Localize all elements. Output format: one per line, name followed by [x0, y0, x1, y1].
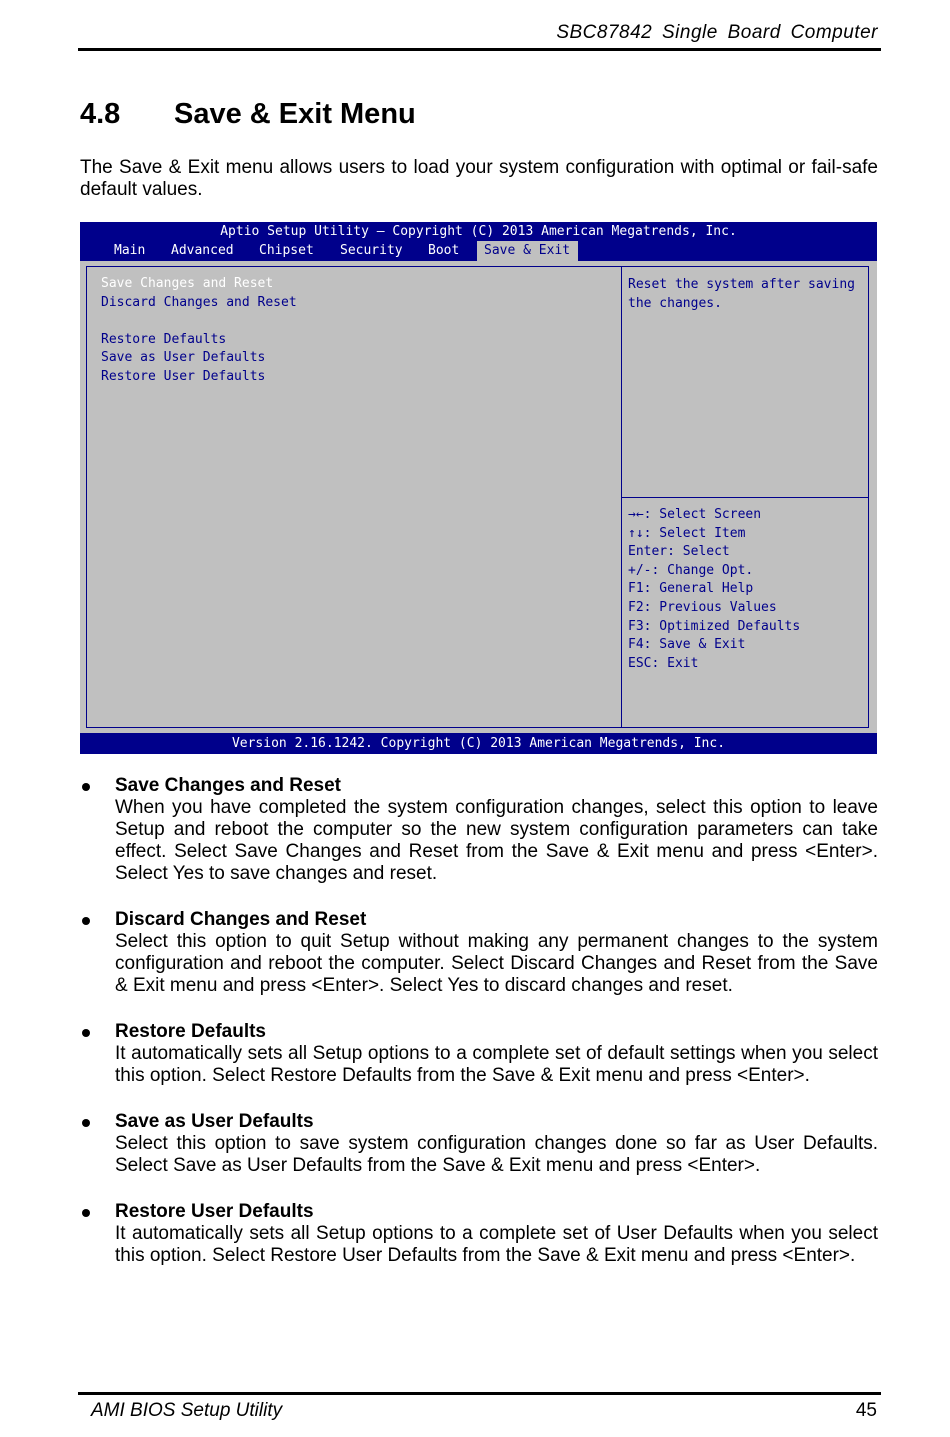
list-item-title: Save as User Defaults — [115, 1111, 314, 1132]
option-list — [80, 775, 878, 1291]
list-item-title: Restore User Defaults — [115, 1201, 314, 1222]
tab-security[interactable]: Security — [340, 243, 403, 258]
bios-key-legend — [628, 506, 800, 673]
key-f3-optimized: F3: Optimized Defaults — [628, 618, 801, 634]
section-heading — [80, 98, 416, 131]
bullet-icon — [82, 1119, 90, 1127]
key-enter-select: Enter: Select — [628, 544, 730, 560]
section-number: 4.8 — [80, 98, 121, 130]
list-item-title: Discard Changes and Reset — [115, 909, 367, 930]
header-rule — [78, 48, 881, 51]
bios-version-bar: Version 2.16.1242. Copyright (C) 2013 American Megatrends, Inc. — [80, 733, 877, 754]
list-item — [80, 909, 878, 997]
tab-save-exit[interactable]: Save & Exit — [477, 241, 578, 261]
list-item-description: Select this option to quit Setup without making any permanent changes to the system configuration and reboot the computer. Select Discard Changes and Reset from the Save & Exit menu and press <Enter>. Select Yes to discard changes and reset. — [115, 931, 878, 996]
tab-advanced[interactable]: Advanced — [171, 243, 234, 258]
intro-paragraph: The Save & Exit menu allows users to load your system configuration with optimal or fail-safe default values. — [80, 157, 878, 200]
bullet-icon — [82, 783, 90, 791]
list-item-description: When you have completed the system configuration changes, select this option to leave Setup and reboot the computer so the new system configuration parameters can take effect. Select Save Changes and Reset from the Save & Exit menu and press <Enter>. Select Yes to save changes and reset. — [115, 797, 878, 884]
bios-item-save-user-defaults[interactable]: Save as User Defaults — [101, 350, 266, 365]
bios-item-discard-changes-reset[interactable]: Discard Changes and Reset — [101, 295, 297, 310]
running-header: SBC87842 Single Board Computer — [556, 22, 878, 43]
key-change-opt: +/-: Change Opt. — [628, 562, 754, 578]
bios-title: Aptio Setup Utility – Copyright (C) 2013 American Megatrends, Inc. — [220, 224, 737, 239]
tab-main[interactable]: Main — [114, 243, 146, 258]
tab-chipset[interactable]: Chipset — [259, 243, 314, 258]
section-title: Save & Exit Menu — [174, 98, 416, 130]
list-item — [80, 1111, 878, 1177]
tab-boot[interactable]: Boot — [428, 243, 460, 258]
list-item-description: It automatically sets all Setup options to a complete set of User Defaults when you select this option. Select Restore User Defaults from the Save & Exit menu and press <Enter>. — [115, 1223, 878, 1266]
bullet-icon — [82, 1209, 90, 1217]
bios-item-save-changes-reset[interactable]: Save Changes and Reset — [101, 276, 274, 291]
bios-help-text: Reset the system after saving the changes. — [628, 277, 855, 311]
key-select-screen: →←: Select Screen — [628, 507, 762, 522]
bios-help-divider — [621, 497, 869, 498]
list-item — [80, 1201, 878, 1267]
bios-item-restore-defaults[interactable]: Restore Defaults — [101, 332, 227, 347]
bios-title-bar — [80, 222, 877, 261]
key-esc-exit: ESC: Exit — [628, 655, 699, 671]
running-footer: AMI BIOS Setup Utility — [91, 1400, 283, 1421]
key-f4-save-exit: F4: Save & Exit — [628, 637, 746, 653]
bios-tab-bar — [80, 241, 877, 261]
key-select-item: ↑↓: Select Item — [628, 525, 746, 541]
page-number: 45 — [855, 1400, 877, 1421]
bullet-icon — [82, 1029, 90, 1037]
list-item-description: Select this option to save system configuration changes done so far as User Defaults. Select Save as User Defaults from the Save & Exit menu and press <Enter>. — [115, 1133, 878, 1176]
list-item-description: It automatically sets all Setup options to a complete set of default settings when you select this option. Select Restore Defaults from the Save & Exit menu and press <Enter>. — [115, 1043, 878, 1086]
bios-screenshot — [80, 222, 877, 754]
key-f1-help: F1: General Help — [628, 581, 754, 597]
list-item-title: Restore Defaults — [115, 1021, 266, 1042]
list-item — [80, 1021, 878, 1087]
bullet-icon — [82, 917, 90, 925]
bios-item-restore-user-defaults[interactable]: Restore User Defaults — [101, 369, 266, 384]
list-item — [80, 775, 878, 885]
key-f2-previous: F2: Previous Values — [628, 599, 777, 615]
list-item-title: Save Changes and Reset — [115, 775, 341, 796]
footer-rule — [78, 1392, 881, 1395]
